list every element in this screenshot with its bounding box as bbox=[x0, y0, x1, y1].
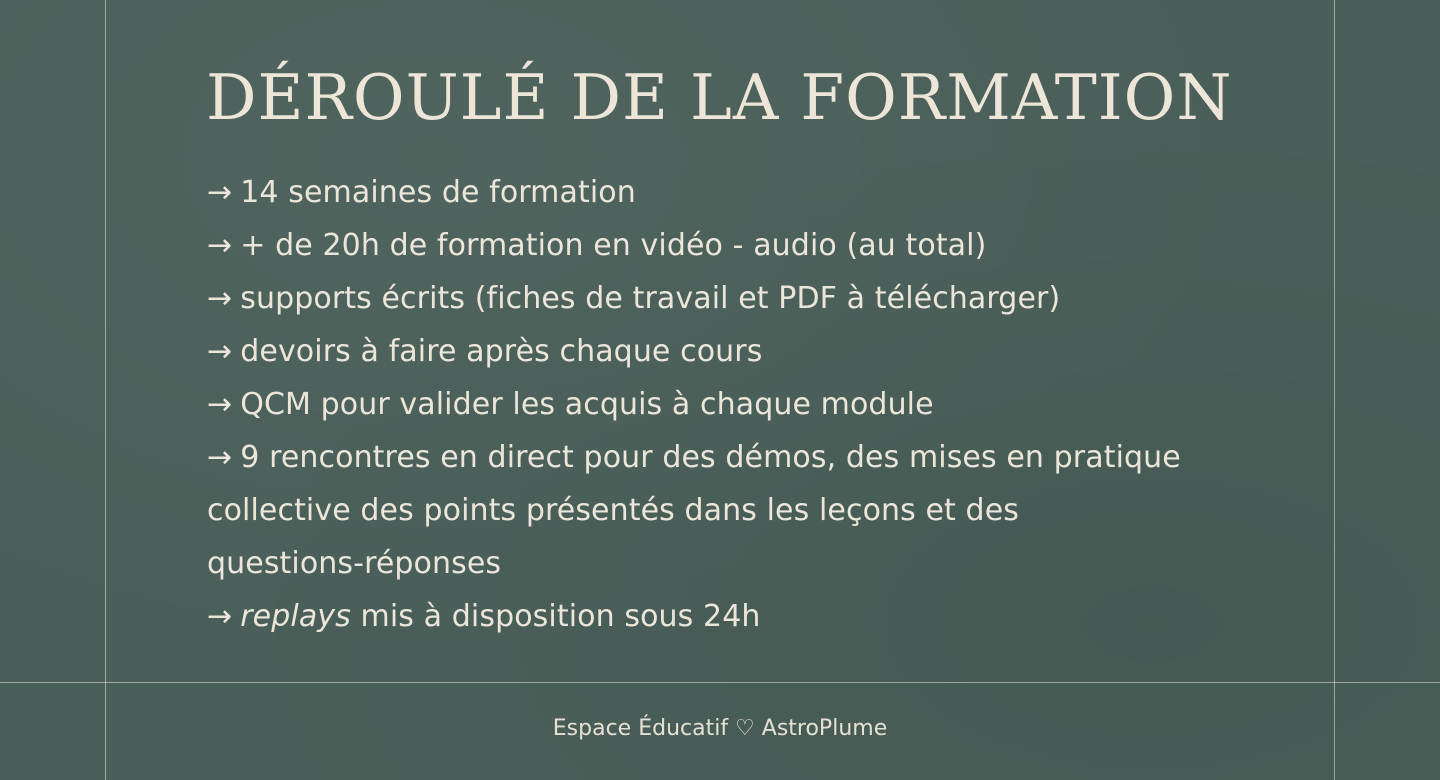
arrow-right-icon: → bbox=[207, 281, 233, 316]
list-item-text: QCM pour valider les acquis à chaque module bbox=[240, 387, 934, 422]
arrow-right-icon: → bbox=[207, 387, 233, 422]
arrow-right-icon: → bbox=[207, 228, 233, 263]
list-item bbox=[207, 325, 1207, 378]
arrow-right-icon: → bbox=[207, 599, 233, 634]
list-item-emphasis: replays bbox=[240, 599, 351, 634]
list-item bbox=[207, 166, 1207, 219]
arrow-right-icon: → bbox=[207, 440, 233, 475]
left-divider bbox=[105, 0, 106, 780]
list-item bbox=[207, 219, 1207, 272]
list-item bbox=[207, 431, 1182, 590]
list-item bbox=[207, 378, 1207, 431]
list-item bbox=[207, 590, 1207, 643]
page-title: DÉROULÉ DE LA FORMATION bbox=[206, 61, 1233, 134]
footer-divider bbox=[0, 682, 1440, 683]
arrow-right-icon: → bbox=[207, 175, 233, 210]
list-item-text: 9 rencontres en direct pour des démos, des mises en pratique collective des points présentés dans les leçons et des questions-réponses bbox=[207, 440, 1181, 581]
list-item-text: 14 semaines de formation bbox=[240, 175, 636, 210]
list-item-text: mis à disposition sous 24h bbox=[350, 599, 761, 634]
list-item-text: devoirs à faire après chaque cours bbox=[240, 334, 763, 369]
list-item bbox=[207, 272, 1207, 325]
program-list bbox=[207, 166, 1207, 643]
footer-brand: Espace Éducatif ♡ AstroPlume bbox=[552, 716, 888, 741]
right-divider bbox=[1334, 0, 1335, 780]
arrow-right-icon: → bbox=[207, 334, 233, 369]
list-item-text: + de 20h de formation en vidéo - audio (au total) bbox=[240, 228, 987, 263]
list-item-text: supports écrits (fiches de travail et PDF à télécharger) bbox=[240, 281, 1061, 316]
